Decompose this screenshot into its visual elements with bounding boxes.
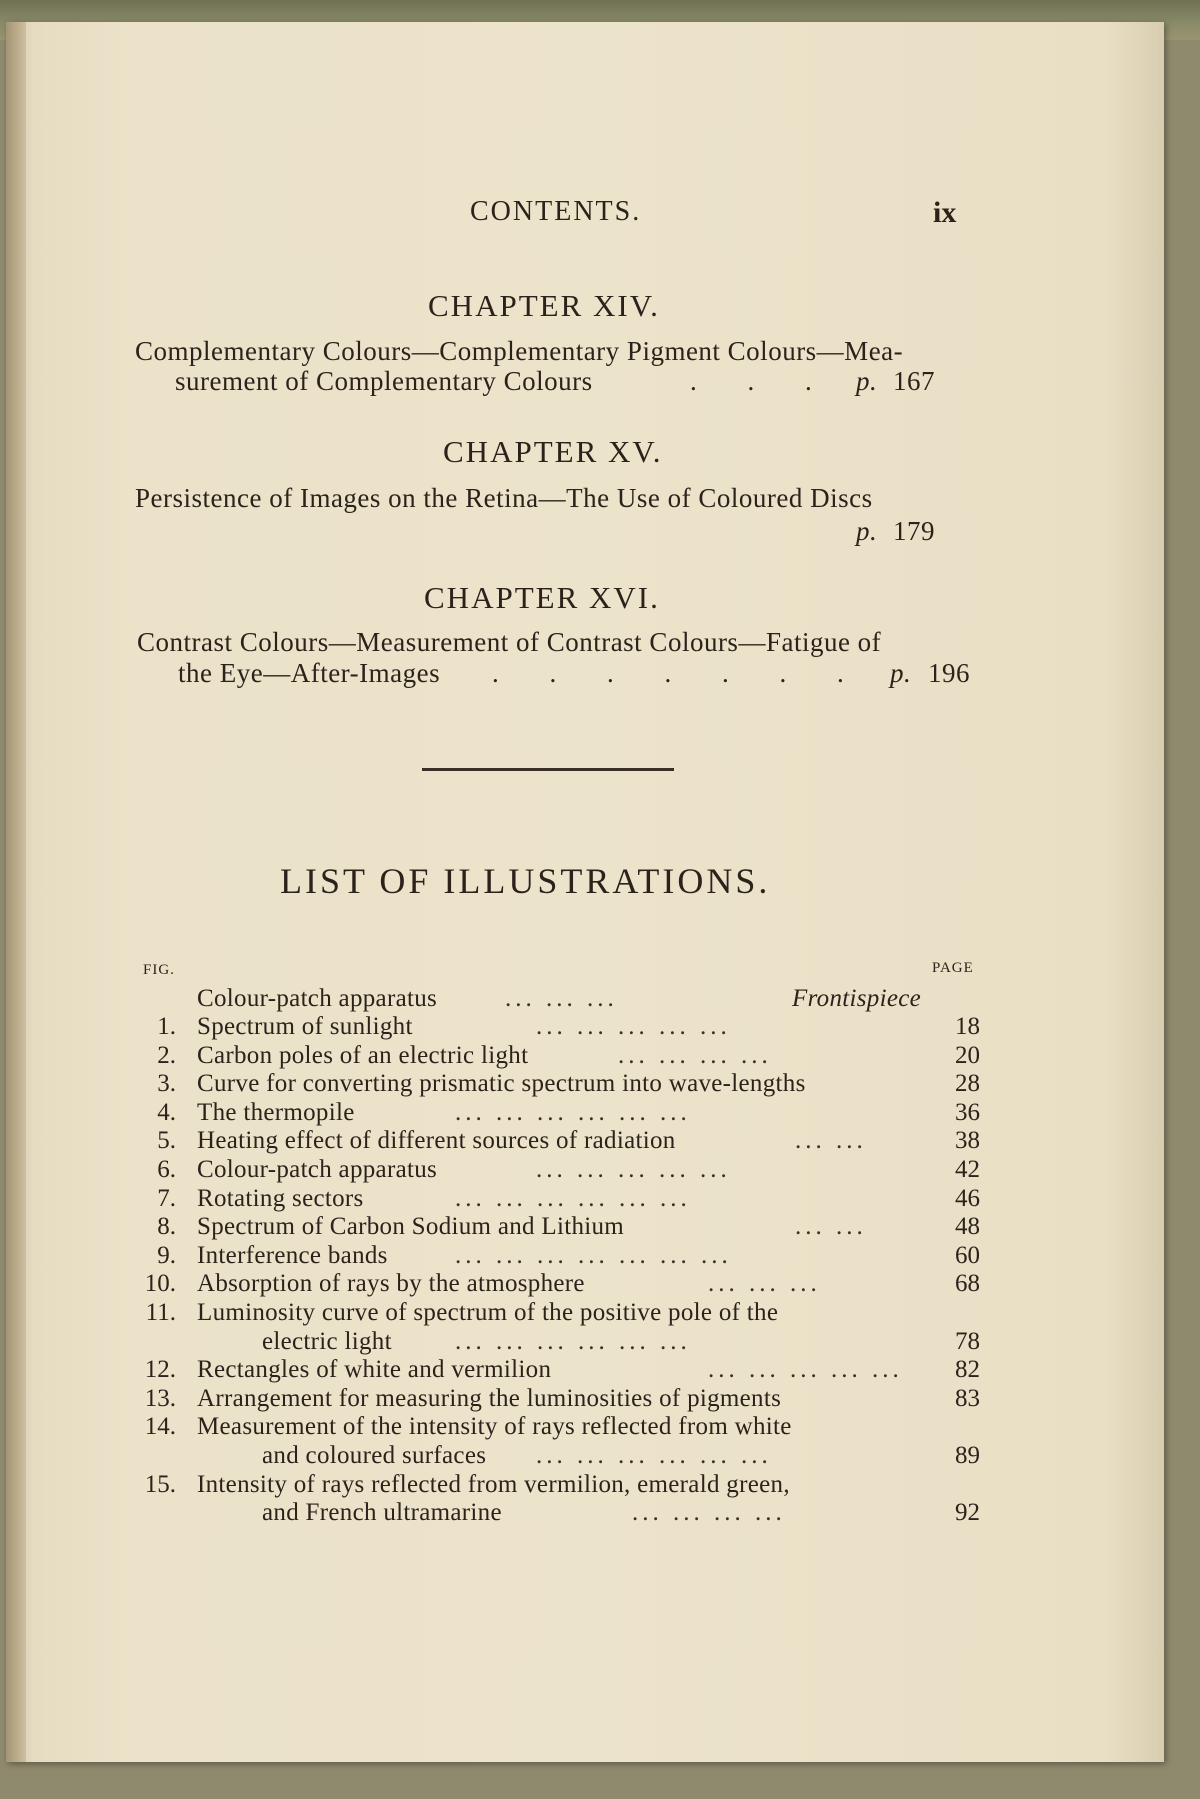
figure-number: 2. <box>157 1041 176 1069</box>
chapter-15-summary-line1: Persistence of Images on the Retina—The Use of Coloured Discs <box>135 483 873 513</box>
figure-number: 4. <box>157 1098 176 1126</box>
figure-number: 14. <box>144 1413 176 1441</box>
figure-number: 15. <box>144 1470 176 1498</box>
running-title: CONTENTS. <box>470 196 642 227</box>
figure-caption: Heating effect of different sources of radiation <box>197 1127 676 1155</box>
frontispiece-page: Frontispiece <box>792 985 922 1012</box>
figure-caption: Measurement of the intensity of rays reflected from white <box>197 1413 792 1441</box>
figure-page-number: 83 <box>955 1384 980 1412</box>
chapter-14-title: CHAPTER XIV. <box>428 288 660 323</box>
chapter-14-leader: . . . <box>690 366 834 396</box>
dot-leader: ... ... ... ... ... ... <box>455 1327 691 1355</box>
chapter-14-summary-line1: Complementary Colours—Complementary Pigment Colours—Mea- <box>135 336 904 366</box>
figure-page-number: 36 <box>955 1098 980 1126</box>
figure-caption: Spectrum of Carbon Sodium and Lithium <box>197 1213 625 1241</box>
dot-leader: ... ... ... ... ... <box>536 1156 731 1183</box>
dot-leader: ... ... ... ... ... ... <box>536 1442 772 1469</box>
chapter-16-page-prefix: p. <box>890 658 912 688</box>
figure-number: 1. <box>157 1013 176 1040</box>
page-number: ix <box>933 196 957 229</box>
chapter-16-page: 196 <box>928 658 970 688</box>
figure-number: 10. <box>144 1270 176 1298</box>
chapter-16-summary-line1: Contrast Colours—Measurement of Contrast Colours—Fatigue of <box>137 627 882 657</box>
figure-page-number: 68 <box>955 1270 980 1298</box>
chapter-16-summary-line2: the Eye—After-Images <box>178 658 441 688</box>
dot-leader: ... ... <box>795 1213 867 1241</box>
figure-caption: Rectangles of white and vermilion <box>197 1356 552 1384</box>
chapter-14-summary-line2: surement of Complementary Colours <box>175 366 593 396</box>
chapter-15-title: CHAPTER XV. <box>443 434 663 469</box>
figure-page-number: 20 <box>955 1041 980 1069</box>
chapter-16-leader: . . . . . . . <box>492 658 866 688</box>
figure-caption: Interference bands <box>197 1241 388 1269</box>
dot-leader: ... ... ... ... ... ... <box>455 1098 691 1126</box>
figure-page-number: 82 <box>955 1356 980 1384</box>
dot-leader: ... ... ... ... ... <box>536 1013 731 1040</box>
figure-number: 9. <box>157 1241 176 1269</box>
figure-number: 8. <box>157 1213 176 1241</box>
figure-number: 11. <box>145 1299 176 1326</box>
figure-caption-continued: and coloured surfaces <box>262 1442 487 1469</box>
figure-caption: Colour-patch apparatus <box>197 1156 438 1183</box>
chapter-14-page: 167 <box>893 366 935 396</box>
figure-number: 13. <box>144 1384 176 1412</box>
fig-column-header: FIG. <box>143 962 175 978</box>
page-column-header: PAGE <box>932 960 974 976</box>
chapter-16-title: CHAPTER XVI. <box>424 580 660 615</box>
chapter-14-page-prefix: p. <box>856 366 878 396</box>
figure-page-number: 42 <box>955 1156 980 1183</box>
figure-caption: The thermopile <box>197 1098 355 1126</box>
figure-page-number: 18 <box>955 1013 980 1040</box>
figure-number: 5. <box>157 1127 176 1155</box>
section-divider <box>422 768 674 771</box>
frontispiece-label: Colour-patch apparatus <box>197 985 438 1012</box>
dot-leader: ... ... <box>795 1127 867 1155</box>
dot-leader: ... ... ... ... ... ... <box>455 1184 691 1212</box>
figure-caption-continued: electric light <box>262 1327 392 1355</box>
dot-leader: ... ... ... ... <box>632 1499 786 1527</box>
figure-page-number: 28 <box>955 1070 980 1098</box>
figure-caption: Curve for converting prismatic spectrum into wave-lengths <box>197 1070 806 1098</box>
chapter-15-page: 179 <box>893 516 935 546</box>
figure-caption: Carbon poles of an electric light <box>197 1041 529 1069</box>
figure-page-number: 48 <box>955 1213 980 1241</box>
chapter-15-page-prefix: p. <box>856 516 878 546</box>
figure-caption: Absorption of rays by the atmosphere <box>197 1270 585 1298</box>
figure-page-number: 46 <box>955 1184 980 1212</box>
list-of-illustrations-title: LIST OF ILLUSTRATIONS. <box>280 861 771 901</box>
frontispiece-leader: ... ... ... <box>505 985 618 1012</box>
figure-caption-continued: and French ultramarine <box>262 1499 502 1527</box>
dot-leader: ... ... ... ... ... <box>708 1356 903 1384</box>
figure-caption: Arrangement for measuring the luminosities of pigments <box>197 1384 782 1412</box>
figure-number: 3. <box>157 1070 176 1098</box>
figure-page-number: 89 <box>955 1442 980 1469</box>
figure-caption: Luminosity curve of spectrum of the positive pole of the <box>197 1299 779 1326</box>
figure-number: 12. <box>144 1356 176 1384</box>
figure-caption: Rotating sectors <box>197 1184 364 1212</box>
figure-number: 7. <box>157 1184 176 1212</box>
figure-page-number: 38 <box>955 1127 980 1155</box>
page-gutter <box>6 22 26 1762</box>
figure-page-number: 60 <box>955 1241 980 1269</box>
figure-page-number: 78 <box>955 1327 980 1355</box>
figure-page-number: 92 <box>955 1499 980 1527</box>
figure-caption: Spectrum of sunlight <box>197 1013 413 1040</box>
figure-number: 6. <box>157 1156 176 1183</box>
dot-leader: ... ... ... ... ... ... ... <box>455 1241 732 1269</box>
dot-leader: ... ... ... ... <box>618 1041 772 1069</box>
dot-leader: ... ... ... <box>708 1270 821 1298</box>
figure-caption: Intensity of rays reflected from vermilion, emerald green, <box>197 1470 790 1498</box>
